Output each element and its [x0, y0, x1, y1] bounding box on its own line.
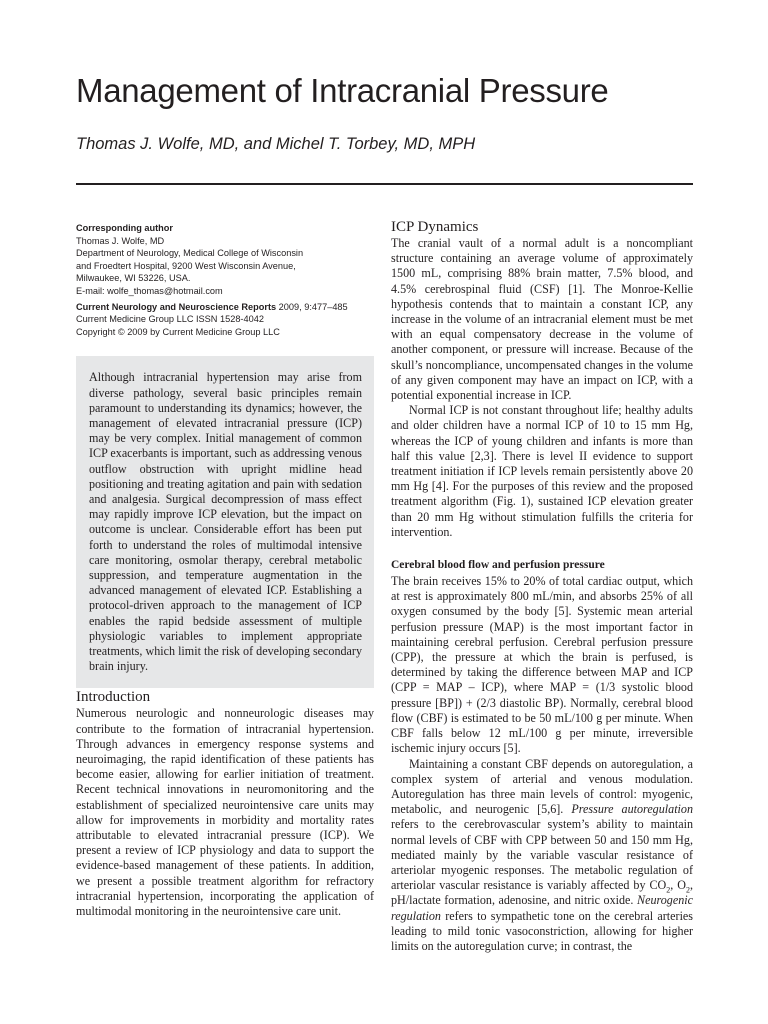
journal-citation-line	[76, 301, 374, 314]
cbf-paragraph-2	[391, 757, 693, 955]
cbf-heading: Cerebral blood flow and perfusion pressure	[391, 559, 605, 572]
cbf-p2-part-c: , O	[670, 878, 686, 893]
affiliation-line-1: Department of Neurology, Medical College of Wisconsin	[76, 248, 304, 259]
journal-citation: 2009, 9:477–485	[276, 301, 348, 312]
cbf-p2-part-b: refers to the cerebrovascular system’s ability to maintain normal levels of CBF with CPP between 50 and 150 mm Hg, mediated mainly by the variable vascular resistance of arteriolar myogenic responses. The metabolic regulation of arteriolar vascular resistance is variably affected by CO	[391, 817, 693, 893]
copyright-notice: Copyright © 2009 by Current Medicine Group LLC	[76, 326, 280, 337]
article-metadata	[76, 222, 374, 338]
cbf-paragraph-1: The brain receives 15% to 20% of total cardiac output, which at rest is approximately 800 mL/min, and absorbs 25% of all oxygen consumed by the body [5]. Systemic mean arterial perfusion pressure (MAP) is the most important factor in maintaining cerebral perfusion. Cerebral perfusion pressure (CPP), the pressure at which the brain is perfused, is determined by taking the difference between MAP and ICP (CPP = MAP – ICP), where MAP = (1/3 systolic blood pressure [BP]) + (2/3 diastolic BP). Normally, cerebral blood flow (CBF) is estimated to be 50 mL/100 g per minute. When CBF falls below 12 mL/100 g per minute, irreversible ischemic injury occurs [5].	[391, 574, 693, 756]
journal-name: Current Neurology and Neuroscience Reports	[76, 301, 277, 312]
introduction-text: Numerous neurologic and nonneurologic diseases may contribute to the formation of intracranial hypertension. Through advances in emergency response systems and neuroimaging, the rapid identification of these patients has become easier, allowing for earlier initiation of treatment. Recent technical innovations in neuromonitoring and the establishment of specialized neurointensive care units may allow for improvements in morbidity and mortality rates attributable to elevated intracranial pressure (ICP). We present a review of ICP physiology and data to support the evidence-based management of these patients. In addition, we present a possible treatment algorithm for refractory intracranial hypertension, incorporating the application of multimodal monitoring in the neurointensive care unit.	[76, 706, 374, 919]
title-divider	[76, 183, 693, 185]
cbf-p2-part-d: , pH/lactate formation, adenosine, and nitric oxide.	[391, 878, 694, 908]
right-column	[391, 218, 693, 954]
icp-dynamics-paragraph-2: Normal ICP is not constant throughout life; healthy adults and older children have a normal ICP of 10 to 15 mm Hg, whereas the ICP of young children and infants is more than half this value [2,3]. There is level II evidence to support treatment initiation if ICP levels remain persistently above 20 mm Hg [4]. For the purposes of this review and the proposed treatment algorithm (Fig. 1), sustained ICP elevation greater than 20 mm Hg without stimulation fulfills the criteria for intervention.	[391, 403, 693, 539]
pressure-autoregulation-term: Pressure autoregulation	[571, 802, 694, 817]
affiliation-line-2: and Froedtert Hospital, 9200 West Wisconsin Avenue,	[76, 260, 296, 271]
author-email: E-mail: wolfe_thomas@hotmail.com	[76, 285, 223, 296]
icp-dynamics-heading: ICP Dynamics	[391, 219, 479, 235]
introduction-heading: Introduction	[76, 689, 151, 706]
neurogenic-regulation-term: Neurogenic regulation	[391, 893, 693, 923]
journal-issn: Current Medicine Group LLC ISSN 1528-4042	[76, 314, 264, 325]
corresponding-author-label: Corresponding author	[76, 223, 173, 233]
icp-dynamics-paragraph-1: The cranial vault of a normal adult is a noncompliant structure containing an average volume of approximately 1500 mL, comprising 88% brain matter, 7.5% blood, and 4.5% cerebrospinal fluid (CSF) [1]. The Monroe-Kellie hypothesis contends that to maintain a constant ICP, any increase in the volume of an intracranial element must be met with an equal compensatory decrease in the volume of another component, or pressure will increase. Because of the skull’s noncompliance, uncompensated changes in the volume of any given component may have an impact on ICP, with a potential exponential increase in ICP.	[391, 236, 693, 403]
corresponding-author-name: Thomas J. Wolfe, MD	[76, 235, 165, 246]
cbf-p2-part-a: Maintaining a constant CBF depends on autoregulation, a complex system of arterial and venous modulation. Autoregulation has three main levels of control: myogenic, metabolic, and neurogenic [5,6].	[391, 756, 693, 817]
cbf-p2-part-e: refers to sympathetic tone on the cerebral arteries leading to mild tonic vasoconstriction, allowing for higher limits on the autoregulation curve; in contrast, the	[391, 908, 693, 953]
article-authors: Thomas J. Wolfe, MD, and Michel T. Torbey, MD, MPH	[76, 135, 476, 153]
left-column	[76, 222, 374, 919]
abstract-box	[76, 356, 374, 688]
co2-subscript: 2	[666, 885, 671, 895]
abstract-text: Although intracranial hypertension may arise from diverse pathology, several basic principles remain paramount to understanding its dynamics; however, the management of elevated intracranial pressure (ICP) may be very complex. Initial management of common ICP exacerbants is important, such as addressing venous outflow obstruction with upright midline head positioning and treating agitation and pain with sedation and analgesia. Surgical decompression of mass effect may rapidly improve ICP elevation, but the impact on outcome is unclear. Considerable effort has been put forth to understand the roles of multimodal intensive care monitoring, osmolar therapy, cerebral metabolic suppression, and temperature augmentation in the advanced management of elevated ICP. Establishing a protocol-driven approach to the management of ICP enables the rapid bedside assessment of multiple physiologic variables to implement appropriate treatments, which limit the risk of developing secondary brain injury.	[89, 370, 362, 674]
article-title: Management of Intracranial Pressure	[76, 72, 609, 109]
affiliation-line-3: Milwaukee, WI 53226, USA.	[76, 273, 191, 284]
o2-subscript: 2	[685, 885, 690, 895]
